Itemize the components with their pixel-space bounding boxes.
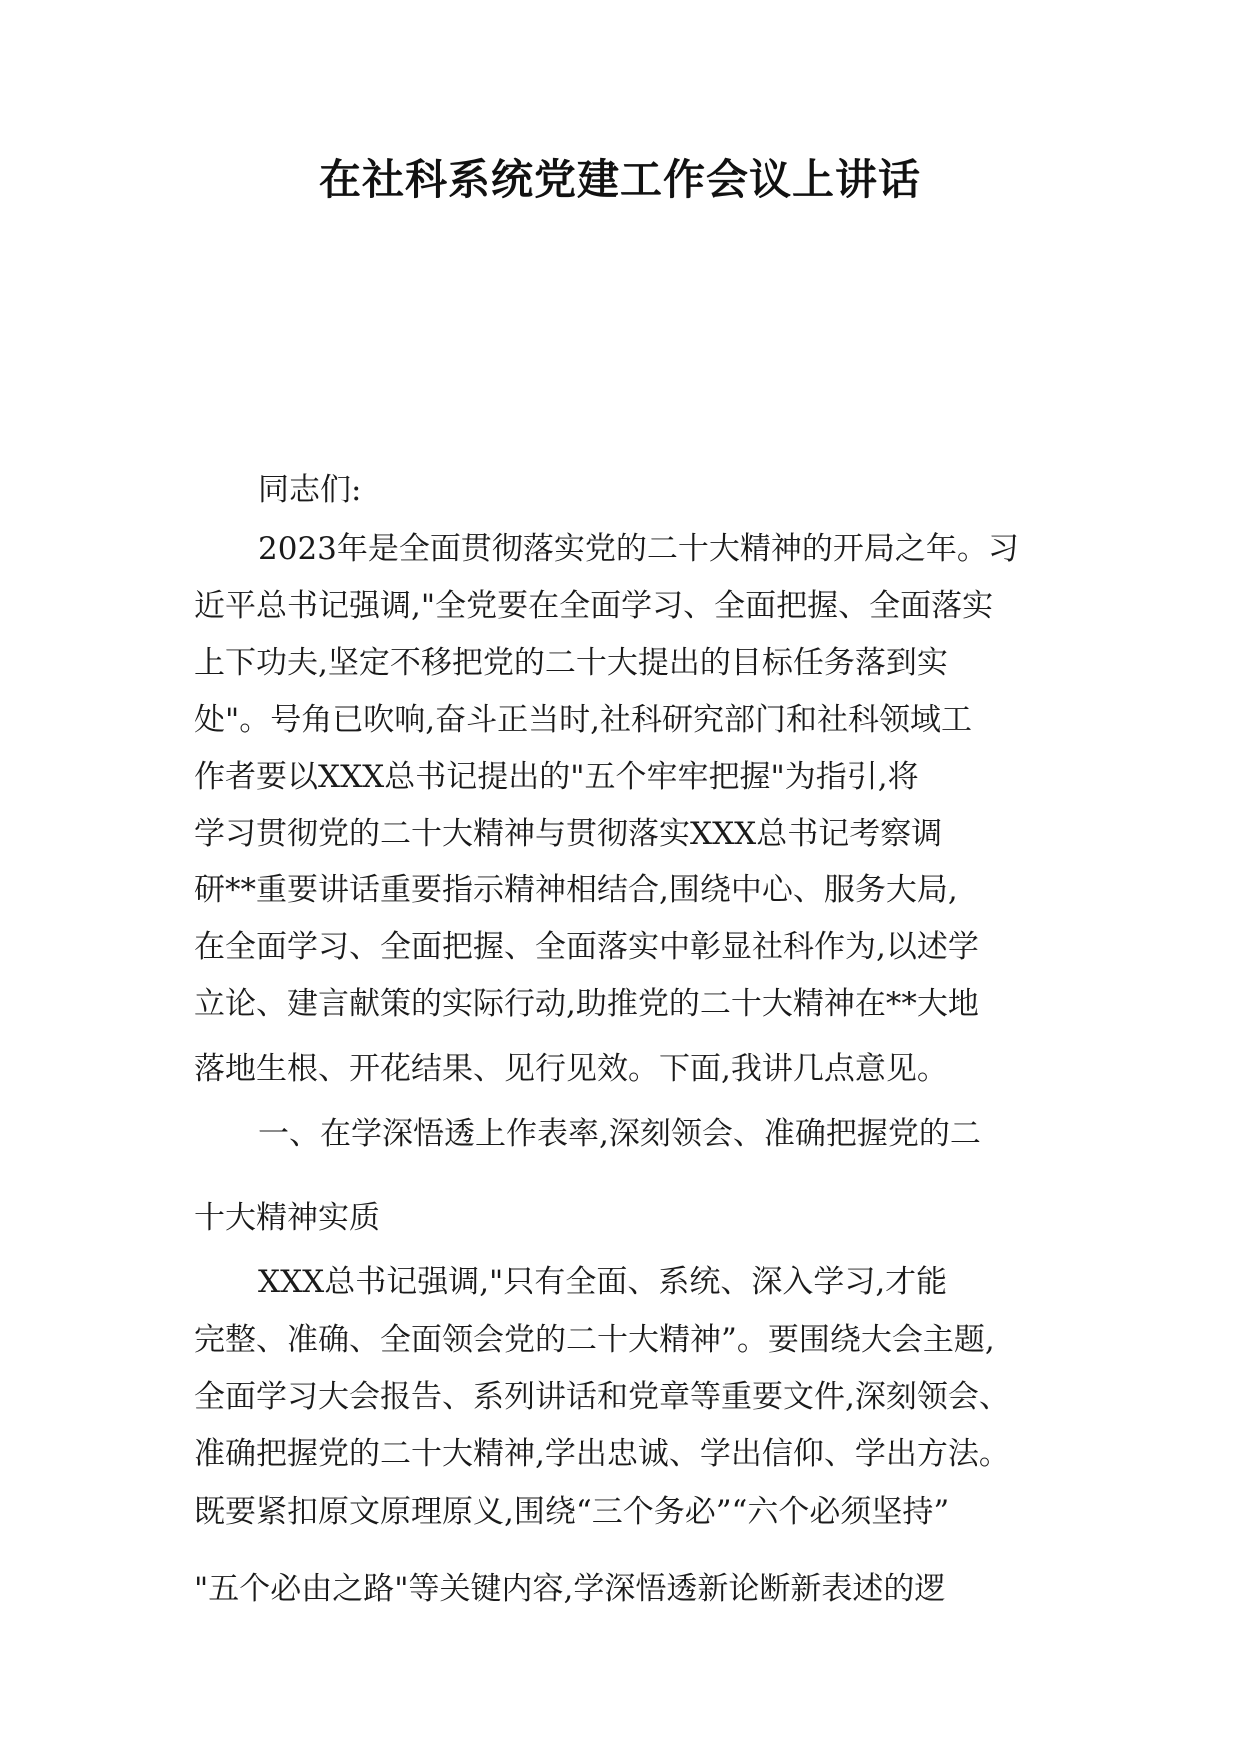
section-heading: 一、在学深悟透上作表率,深刻领会、准确把握党的二 xyxy=(258,1116,981,1152)
paragraph-line: 完整、准确、全面领会党的二十大精神”。要围绕大会主题, xyxy=(194,1322,995,1358)
paragraph-line: 学习贯彻党的二十大精神与贯彻落实XXX总书记考察调 xyxy=(194,816,943,852)
paragraph-line: 准确把握党的二十大精神,学出忠诚、学出信仰、学出方法。 xyxy=(194,1436,1010,1472)
paragraph-line: "五个必由之路"等关键内容,学深悟透新论断新表述的逻 xyxy=(194,1571,946,1607)
paragraph-line: 在全面学习、全面把握、全面落实中彰显社科作为,以述学 xyxy=(194,929,979,965)
section-heading: 十大精神实质 xyxy=(194,1200,380,1236)
paragraph-line: 作者要以XXX总书记提出的"五个牢牢把握"为指引,将 xyxy=(194,759,919,795)
paragraph-line: 既要紧扣原文原理原义,围绕“三个务必”“六个必须坚持” xyxy=(194,1494,950,1530)
document-title: 在社科系统党建工作会议上讲话 xyxy=(318,155,921,204)
salutation: 同志们: xyxy=(258,472,362,508)
paragraph-line: 处"。号角已吹响,奋斗正当时,社科研究部门和社科领域工 xyxy=(194,702,972,738)
paragraph-line: 近平总书记强调,"全党要在全面学习、全面把握、全面落实 xyxy=(194,588,994,624)
paragraph-line: 上下功夫,坚定不移把党的二十大提出的目标任务落到实 xyxy=(194,645,948,681)
paragraph-line: 落地生根、开花结果、见行见效。下面,我讲几点意见。 xyxy=(194,1051,948,1087)
paragraph-line: 立论、建言献策的实际行动,助推党的二十大精神在**大地 xyxy=(194,986,979,1022)
paragraph-line: 全面学习大会报告、系列讲话和党章等重要文件,深刻领会、 xyxy=(194,1379,1010,1415)
paragraph-line: 2023年是全面贯彻落实党的二十大精神的开局之年。习 xyxy=(258,531,1019,567)
paragraph-line: XXX总书记强调,"只有全面、系统、深入学习,才能 xyxy=(258,1264,948,1300)
paragraph-line: 研**重要讲话重要指示精神相结合,围绕中心、服务大局, xyxy=(194,872,958,908)
